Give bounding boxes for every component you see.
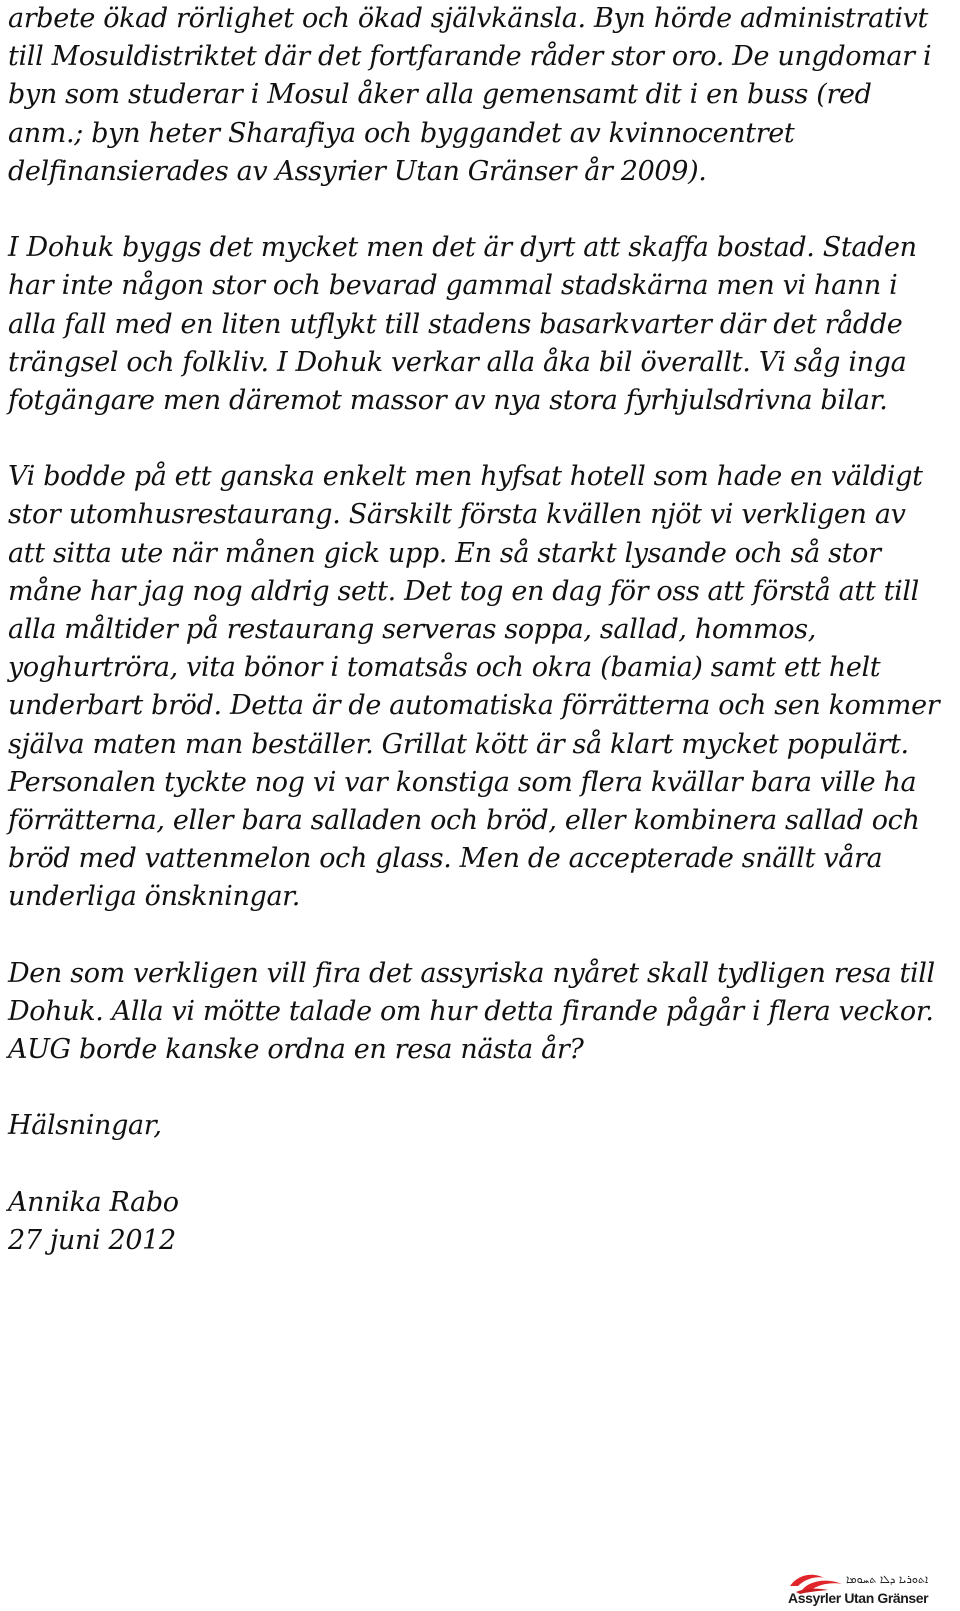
paragraph xyxy=(8,0,956,191)
text-line: att sitta ute när månen gick upp. En så starkt lysande och så stor xyxy=(8,537,881,569)
text-line: trängsel och folkliv. I Dohuk verkar alla åka bil överallt. Vi såg inga xyxy=(8,346,907,378)
text-line: förrätterna, eller bara salladen och bröd, eller kombinera sallad och xyxy=(8,804,920,836)
text-line: Den som verkligen vill fira det assyriska nyåret skall tydligen resa till xyxy=(8,957,935,989)
text-line: alla måltider på restaurang serveras soppa, sallad, hommos, xyxy=(8,614,816,645)
text-line: Dohuk. Alla vi mötte talade om hur detta firande pågår i flera veckor. xyxy=(8,995,934,1027)
paragraph-gap xyxy=(8,917,956,955)
text-line: själva maten man beställer. Grillat kött är så klart mycket populärt. xyxy=(8,728,909,760)
text-line: Hälsningar, xyxy=(8,1110,162,1142)
text-line: delfinansierades av Assyrier Utan Gränser år 2009). xyxy=(8,155,707,187)
paragraph-gap xyxy=(8,191,956,229)
text-line: arbete ökad rörlighet och ökad självkänsla. Byn hörde administrativt xyxy=(8,3,929,34)
text-line: yoghurtröra, vita bönor i tomatsås och okra (bamia) samt ett helt xyxy=(8,652,881,684)
logo-syriac-text: ܐܬܘܪܝܐ ܕܠܐ ܬܚܘܡܐ xyxy=(846,1573,929,1586)
letter-body xyxy=(8,0,956,1260)
text-line: underbart bröd. Detta är de automatiska förrätterna och sen kommer xyxy=(8,690,940,722)
text-line: fotgängare men däremot massor av nya stora fyrhjulsdrivna bilar. xyxy=(8,384,888,416)
signature-date: 27 juni 2012 xyxy=(8,1225,176,1256)
text-line: har inte någon stor och bevarad gammal stadskärna men vi hann i xyxy=(8,270,898,302)
text-line: anm.; byn heter Sharafiya och byggandet av kvinnocentret xyxy=(8,117,795,149)
text-line: bröd med vattenmelon och glass. Men de accepterade snällt våra xyxy=(8,843,883,875)
paragraph xyxy=(8,229,956,420)
paragraph xyxy=(8,955,956,1070)
logo-name: Assyrler Utan Gränser xyxy=(788,1590,929,1606)
paragraph-gap xyxy=(8,1069,956,1107)
text-line: till Mosuldistriktet där det fortfarande råder stor oro. De ungdomar i xyxy=(8,41,932,73)
text-line: Personalen tyckte nog vi var konstiga som flera kvällar bara ville ha xyxy=(8,766,917,798)
text-line: AUG borde kanske ordna en resa nästa år? xyxy=(8,1034,584,1066)
organization-logo xyxy=(788,1572,958,1608)
text-line: måne har jag nog aldrig sett. Det tog en dag för oss att förstå att till xyxy=(8,575,919,607)
text-line: I Dohuk byggs det mycket men det är dyrt att skaffa bostad. Staden xyxy=(8,232,917,264)
text-line: underliga önskningar. xyxy=(8,881,301,913)
paragraph-gap xyxy=(8,1146,956,1184)
text-line: byn som studerar i Mosul åker alla gemensamt dit i en buss (red xyxy=(8,79,872,111)
paragraph xyxy=(8,458,956,916)
text-line: Vi bodde på ett ganska enkelt men hyfsat hotell som hade en väldigt xyxy=(8,461,923,493)
greeting xyxy=(8,1107,956,1145)
signature-name: Annika Rabo xyxy=(8,1186,179,1218)
paragraph-gap xyxy=(8,420,956,458)
text-line: stor utomhusrestaurang. Särskilt första kvällen njöt vi verkligen av xyxy=(8,499,906,531)
signature-block xyxy=(8,1184,956,1260)
text-line: alla fall med en liten utflykt till stadens basarkvarter där det rådde xyxy=(8,308,903,340)
